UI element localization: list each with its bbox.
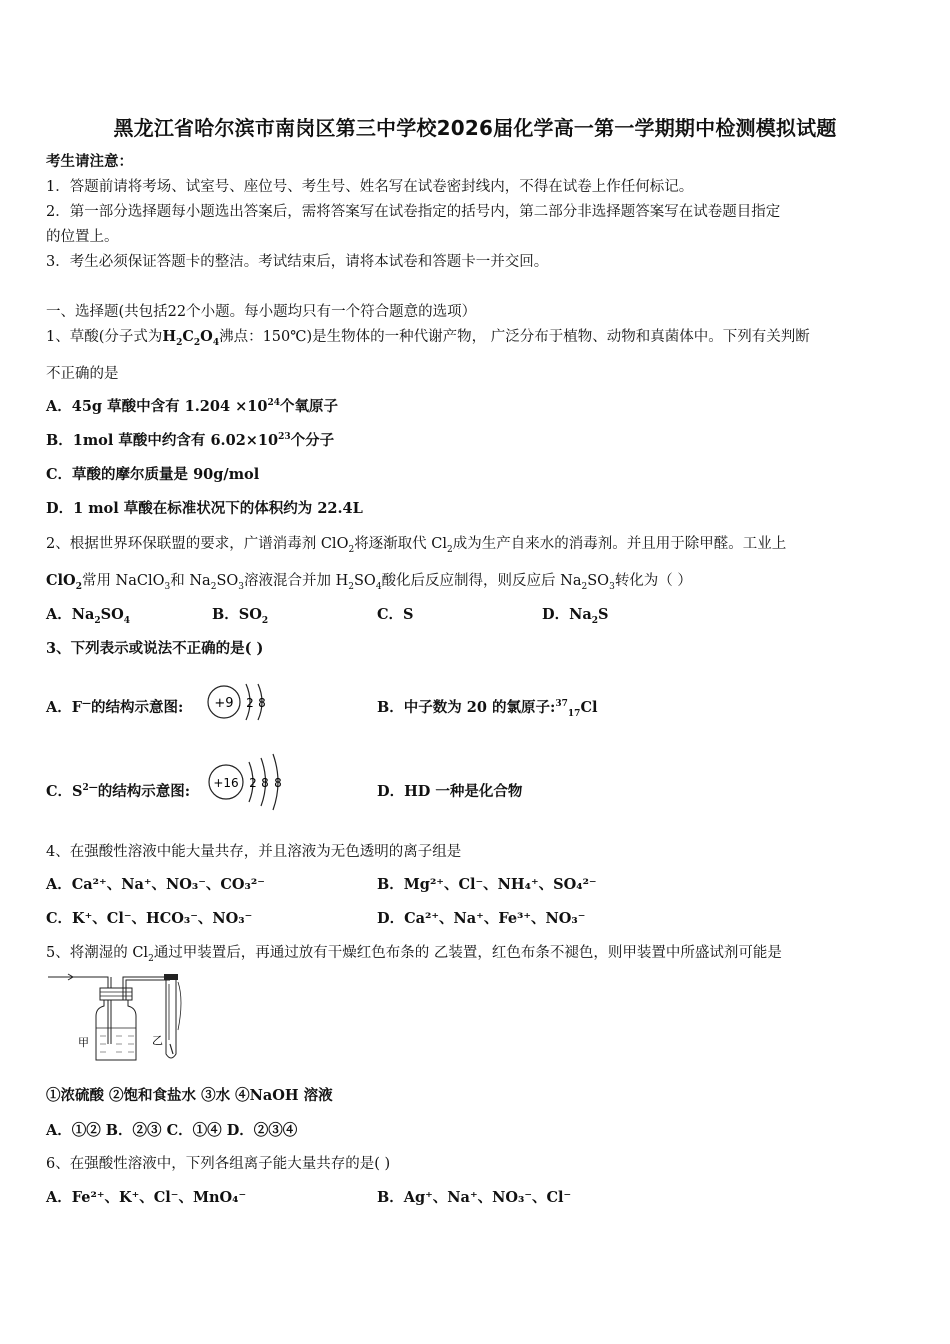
q2-l2-f: SO — [354, 573, 376, 589]
exam-title: 黑龙江省哈尔滨市南岗区第三中学校2026届化学高一第一学期期中检测模拟试题 — [113, 116, 837, 140]
q1-formula-o: O — [200, 328, 213, 345]
q2-l2-e: 溶液混合并加 H — [244, 573, 349, 589]
q6-option-a: A．Fe²⁺、K⁺、Cl⁻、MnO₄⁻ — [46, 1189, 247, 1206]
q1-formula-c-sub: 2 — [193, 337, 201, 348]
q4-option-c: C．K⁺、Cl⁻、HCO₃⁻、NO₃⁻ — [46, 910, 253, 927]
q2-l2-s4: 3 — [238, 581, 244, 592]
bottle-stopper — [100, 988, 132, 1000]
q2-l2-s7: 2 — [581, 581, 588, 592]
q4-option-b: B．Mg²⁺、Cl⁻、NH₄⁺、SO₄²⁻ — [377, 876, 597, 893]
q2-a-s1: 2 — [94, 615, 101, 626]
q3-c-sup: 2— — [82, 783, 98, 794]
q3-option-d: D．HD 一种是化合物 — [377, 783, 523, 800]
q2-l1-s2: 2 — [447, 544, 453, 555]
q2-l2-g: 酸化后反应制得，则反应后 Na — [381, 573, 582, 589]
q1-a-sup: 24 — [267, 398, 280, 409]
q4-stem: 4、在强酸性溶液中能大量共存，并且溶液为无色透明的离子组是 — [46, 844, 462, 860]
q2-l1-b: 将逐渐取代 Cl — [354, 536, 448, 552]
outlet-tube-inner — [126, 980, 170, 1000]
q1-formula-c: C — [182, 328, 194, 345]
q1-formula-h: H — [162, 328, 177, 345]
q2-option-b — [212, 605, 268, 625]
q2-l2-s8: 3 — [609, 581, 615, 592]
q3-b-sup: 37 — [555, 699, 568, 710]
q2-l2-s2: 3 — [164, 581, 171, 592]
q2-l2-s1: 2 — [75, 581, 82, 592]
q1-b-pre: B．1mol 草酸中约含有 6.02×10 — [46, 432, 279, 449]
q1-option-d: D．1 mol 草酸在标准状况下的体积约为 22.4L — [46, 500, 363, 517]
s-shell-1-electrons: 2 — [249, 776, 257, 790]
q2-option-a — [46, 605, 130, 625]
q5-options: A．①② B．②③ C．①④ D．②③④ — [46, 1122, 298, 1139]
notice-item-2: 2．第一部分选择题每小题选出答案后，需将答案写在试卷指定的括号内，第二部分非选择题答案写在试卷题目指定 — [46, 204, 781, 220]
q2-l2-c: 和 Na — [170, 573, 211, 589]
q6-stem: 6、在强酸性溶液中，下列各组离子能大量共存的是( ) — [46, 1156, 391, 1172]
q3-option-c — [46, 782, 190, 802]
q2-a-text2: SO — [100, 606, 124, 623]
q3-stem: 3、下列表示或说法不正确的是( ) — [46, 640, 264, 657]
sulfide-ion-structure-diagram — [204, 752, 288, 814]
q1-stem — [46, 327, 810, 347]
q5-stem — [46, 943, 782, 963]
section-heading: 一、选择题(共包括22个小题。每小题均只有一个符合题意的选项） — [46, 304, 477, 320]
notice-heading: 考生请注意： — [46, 153, 133, 170]
fluoride-ion-structure-diagram — [202, 678, 274, 728]
drying-tube-outer-curve — [178, 982, 181, 1030]
q1-b-sup: 23 — [278, 432, 291, 443]
q1-option-a — [46, 397, 338, 417]
q5-stem-b: 通过甲装置后，再通过放有干燥红色布条的 乙装置，红色布条不褪色，则甲装置中所盛试剂可能是 — [153, 945, 782, 961]
notice-item-2-cont: 的位置上。 — [46, 229, 119, 245]
q1-option-c: C．草酸的摩尔质量是 90g/mol — [46, 466, 260, 483]
q2-l2-i: 转化为（ ） — [614, 573, 692, 589]
q2-l2-b: 常用 NaClO — [81, 573, 165, 589]
f-shell-2-electrons: 8 — [258, 696, 266, 710]
q2-stem-line1 — [46, 534, 786, 554]
s-shell-3-electrons: 8 — [274, 776, 282, 790]
q5-reagent-list: ①浓硫酸 ②饱和食盐水 ③水 ④NaOH 溶液 — [46, 1087, 333, 1104]
liquid-hatching — [100, 1036, 134, 1052]
q4-option-a: A．Ca²⁺、Na⁺、NO₃⁻、CO₃²⁻ — [46, 876, 265, 893]
q3-option-b — [377, 698, 598, 718]
q4-option-d: D．Ca²⁺、Na⁺、Fe³⁺、NO₃⁻ — [377, 910, 586, 927]
q3-a-pre: A．F — [46, 699, 83, 716]
q2-d-s: 2 — [591, 615, 598, 626]
q1-stem-b: 沸点：150℃)是生物体的一种代谢产物， 广泛分布于植物、动物和真菌体中。下列有关判断 — [219, 329, 810, 345]
s-shell-2-electrons: 8 — [261, 776, 269, 790]
f-shell-1-electrons: 2 — [246, 696, 254, 710]
apparatus-label-jia: 甲 — [78, 1036, 89, 1049]
q2-option-d — [542, 605, 608, 625]
s-nucleus-charge: +16 — [213, 776, 239, 790]
q2-l2-s3: 2 — [210, 581, 217, 592]
q1-formula-o-sub: 4 — [212, 337, 220, 348]
notice-item-3: 3．考生必须保证答题卡的整洁。考试结束后，请将本试卷和答题卡一并交回。 — [46, 254, 549, 270]
q2-l1-c: 成为生产自来水的消毒剂。并且用于除甲醛。工业上 — [452, 536, 787, 552]
q2-l2-s6: 4 — [375, 581, 382, 592]
q2-l2-h: SO — [587, 573, 610, 589]
q2-b-s: 2 — [261, 615, 269, 626]
q2-l2-a: ClO — [46, 572, 76, 589]
q1-b-post: 个分子 — [290, 432, 335, 449]
notice-item-1: 1．答题前请将考场、试室号、座位号、考生号、姓名写在试卷密封线内，不得在试卷上作任何标记。 — [46, 179, 694, 195]
gas-washing-apparatus-diagram — [44, 970, 194, 1066]
q3-c-pre: C．S — [46, 783, 83, 800]
q2-l2-s5: 2 — [348, 581, 354, 592]
inlet-tube — [72, 977, 108, 1044]
f-nucleus-charge: +9 — [214, 696, 234, 711]
q3-a-sup: — — [82, 699, 92, 710]
drying-tube-stopper — [164, 974, 178, 980]
q2-l1-s1: 2 — [348, 544, 355, 555]
q2-option-c: C．S — [377, 606, 414, 623]
gas-washing-bottle — [96, 1000, 136, 1060]
q5-stem-a: 5、将潮湿的 Cl — [46, 945, 149, 961]
q3-b-post: Cl — [580, 699, 598, 716]
q1-a-post: 个氧原子 — [279, 398, 338, 415]
q2-a-text: A．Na — [46, 606, 95, 623]
q1-stem-c: 不正确的是 — [46, 366, 119, 382]
q1-stem-a: 1、草酸(分子式为 — [46, 329, 163, 345]
q2-d-text: D．Na — [542, 606, 592, 623]
q1-a-pre: A．45g 草酸中含有 1.204 ×10 — [46, 398, 268, 415]
q3-option-a — [46, 698, 183, 718]
q3-b-sub: 17 — [567, 708, 581, 719]
q3-a-post: 的结构示意图: — [91, 699, 184, 716]
q2-stem-line2 — [46, 571, 692, 591]
q2-a-s2: 4 — [123, 615, 131, 626]
q3-c-post: 的结构示意图: — [97, 783, 191, 800]
q5-stem-sub: 2 — [148, 953, 154, 964]
q1-option-b — [46, 431, 334, 451]
q2-l2-d: SO — [216, 573, 239, 589]
q2-d-text2: S — [598, 606, 609, 623]
apparatus-label-yi: 乙 — [152, 1034, 163, 1047]
q2-l1-a: 2、根据世界环保联盟的要求，广谱消毒剂 ClO — [46, 536, 349, 552]
q1-formula-h-sub: 2 — [176, 337, 183, 348]
q3-b-pre: B．中子数为 20 的氯原子: — [377, 699, 556, 716]
q6-option-b: B．Ag⁺、Na⁺、NO₃⁻、Cl⁻ — [377, 1189, 572, 1206]
q2-b-text: B．SO — [212, 606, 262, 623]
red-cloth-strip — [170, 1044, 173, 1054]
